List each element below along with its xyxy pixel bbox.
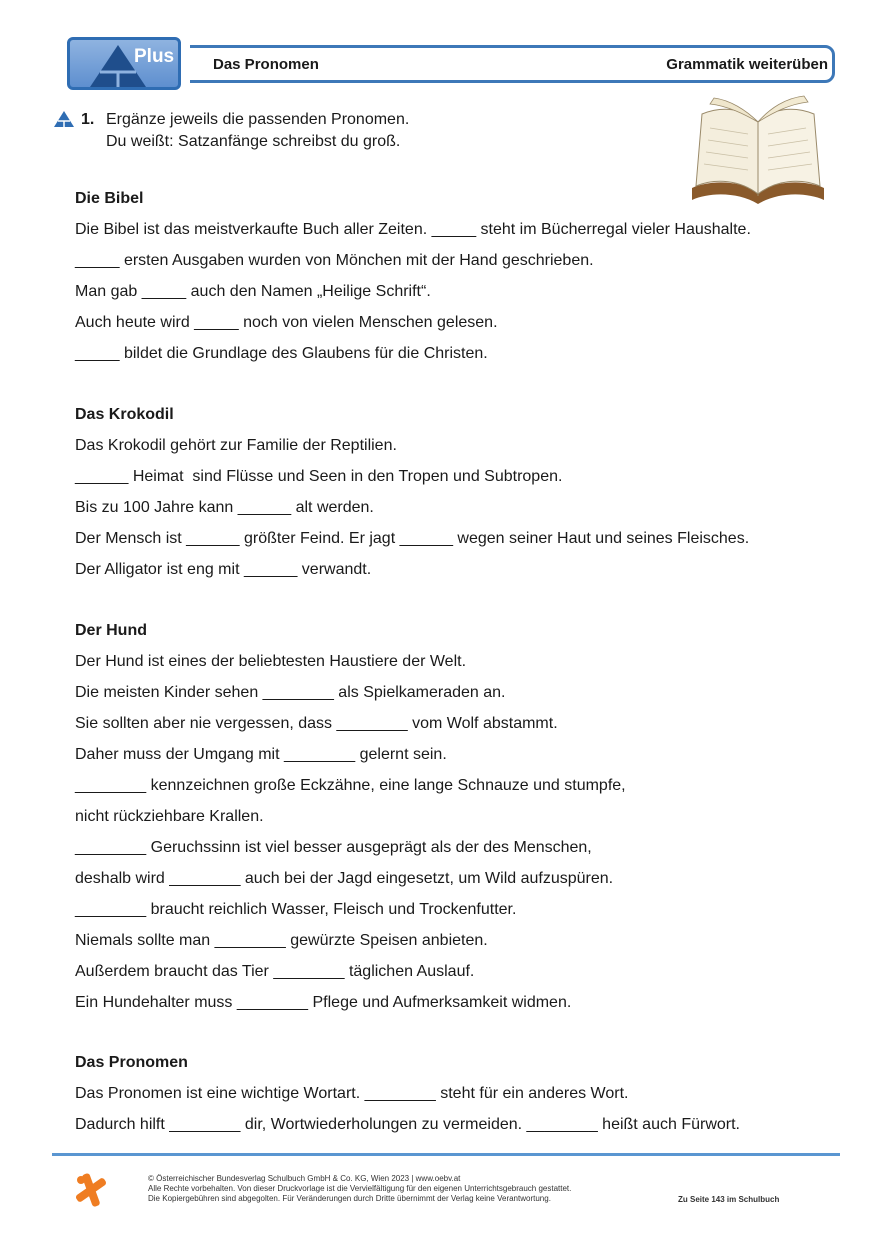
section-title-hund: Der Hund: [75, 622, 147, 639]
page-title: Das Pronomen: [213, 56, 319, 73]
exercise-line: Niemals sollte man ________ gewürzte Speisen anbieten.: [75, 932, 488, 949]
exercise-line: nicht rückziehbare Krallen.: [75, 808, 264, 825]
exercise-line: _____ bildet die Grundlage des Glaubens für die Christen.: [75, 345, 488, 362]
section-title-pronomen: Das Pronomen: [75, 1054, 188, 1071]
task-number: 1.: [81, 111, 95, 128]
task-instruction: Ergänze jeweils die passenden Pronomen.: [106, 111, 410, 128]
footer-line-1: © Österreichischer Bundesverlag Schulbuch GmbH & Co. KG, Wien 2023 | www.oebv.at: [148, 1174, 461, 1183]
section-title-bibel: Die Bibel: [75, 190, 144, 207]
exercise-line: Sie sollten aber nie vergessen, dass ________ vom Wolf abstammt.: [75, 715, 558, 732]
exercise-line: Das Pronomen ist eine wichtige Wortart. ________ steht für ein anderes Wort.: [75, 1085, 629, 1102]
logo-text: Plus: [134, 46, 175, 67]
footer-copyright: [148, 1174, 571, 1204]
exercise-content: [75, 186, 855, 1143]
publisher-logo-icon: [72, 1171, 110, 1209]
difficulty-triangle-icon: [53, 110, 75, 128]
exercise-line: ________ braucht reichlich Wasser, Fleisch und Trockenfutter.: [75, 901, 517, 918]
exercise-line: ______ Heimat sind Flüsse und Seen in den Tropen und Subtropen.: [75, 468, 563, 485]
plus-logo: [67, 37, 181, 90]
footer-line-3: Die Kopiergebühren sind abgegolten. Für Veränderungen durch Dritte übernimmt der Verlag keine Verantwortung.: [148, 1194, 551, 1203]
exercise-line: Der Mensch ist ______ größter Feind. Er jagt ______ wegen seiner Haut und seines Fleisches.: [75, 530, 750, 547]
exercise-line: Die Bibel ist das meistverkaufte Buch aller Zeiten. _____ steht im Bücherregal vieler Haushalte.: [75, 221, 751, 238]
exercise-line: ________ kennzeichnen große Eckzähne, eine lange Schnauze und stumpfe,: [75, 777, 626, 794]
exercise-line: Ein Hundehalter muss ________ Pflege und Aufmerksamkeit widmen.: [75, 994, 572, 1011]
exercise-line: Man gab _____ auch den Namen „Heilige Schrift“.: [75, 283, 431, 300]
footer-page-reference: Zu Seite 143 im Schulbuch: [678, 1195, 780, 1204]
exercise-line: Der Hund ist eines der beliebtesten Haustiere der Welt.: [75, 653, 467, 670]
exercise-line: Bis zu 100 Jahre kann ______ alt werden.: [75, 499, 374, 516]
exercise-line: _____ ersten Ausgaben wurden von Mönchen mit der Hand geschrieben.: [75, 252, 594, 269]
exercise-line: Außerdem braucht das Tier ________ täglichen Auslauf.: [75, 963, 475, 980]
exercise-line: Auch heute wird _____ noch von vielen Menschen gelesen.: [75, 314, 498, 331]
exercise-line: Daher muss der Umgang mit ________ gelernt sein.: [75, 746, 447, 763]
task-hint: Du weißt: Satzanfänge schreibst du groß.: [106, 133, 401, 150]
exercise-line: Der Alligator ist eng mit ______ verwandt.: [75, 561, 372, 578]
exercise-line: Die meisten Kinder sehen ________ als Spielkameraden an.: [75, 684, 506, 701]
section-title-krokodil: Das Krokodil: [75, 406, 174, 423]
exercise-line: Das Krokodil gehört zur Familie der Reptilien.: [75, 437, 397, 454]
header-category: Grammatik weiterüben: [666, 56, 828, 73]
exercise-line: ________ Geruchssinn ist viel besser ausgeprägt als der des Menschen,: [75, 839, 592, 856]
exercise-line: Dadurch hilft ________ dir, Wortwiederholungen zu vermeiden. ________ heißt auch Fürwort.: [75, 1116, 740, 1133]
footer-line-2: Alle Rechte vorbehalten. Von dieser Druckvorlage ist die Vervielfältigung für den eigenen Unterrichtsgebrauch gestattet.: [148, 1184, 572, 1193]
exercise-line: deshalb wird ________ auch bei der Jagd eingesetzt, um Wild aufzuspüren.: [75, 870, 614, 887]
footer-divider: [52, 1153, 840, 1156]
